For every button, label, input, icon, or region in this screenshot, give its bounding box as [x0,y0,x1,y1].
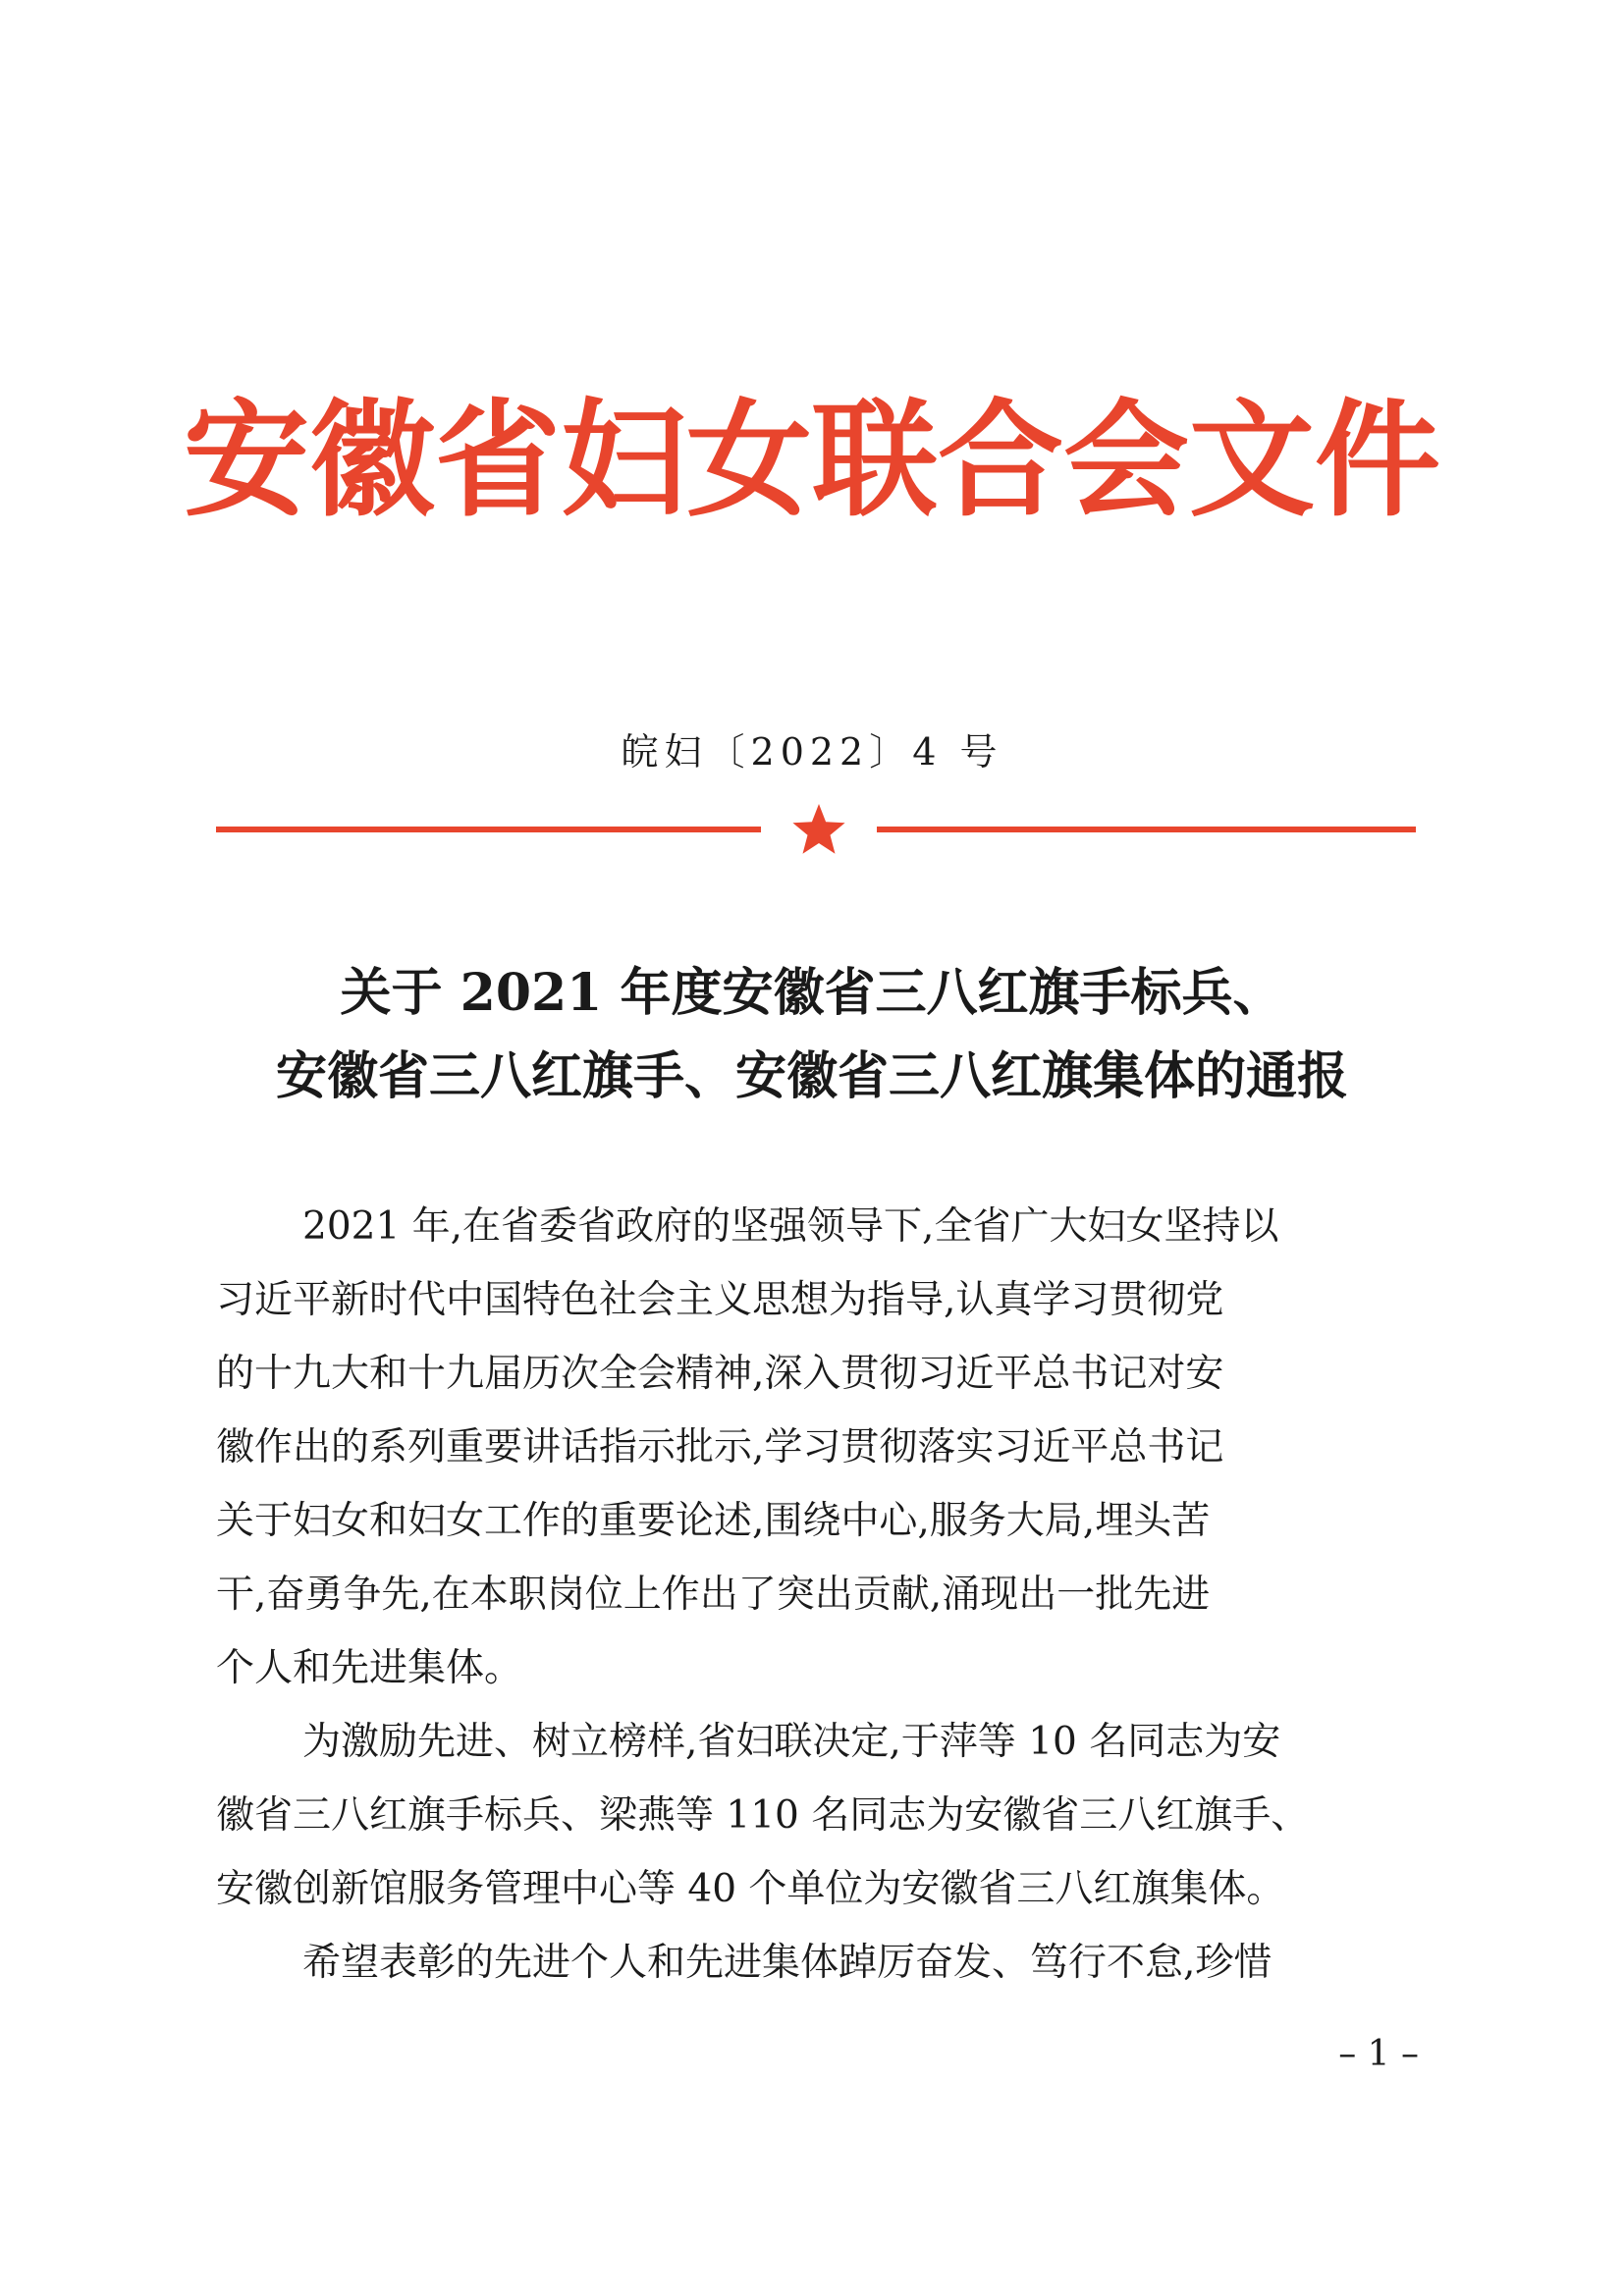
star-icon [787,800,850,863]
document-title-line-1: 关于 2021 年度安徽省三八红旗手标兵、 [340,963,1284,1023]
body-line: 习近平新时代中国特色社会主义思想为指导,认真学习贯彻党 [216,1278,1224,1322]
divider-rule-right [877,827,1416,832]
body-line: 徽作出的系列重要讲话指示批示,学习贯彻落实习近平总书记 [216,1425,1224,1469]
body-line: 为激励先进、树立榜样,省妇联决定,于萍等 10 名同志为安 [302,1720,1281,1764]
body-line: 徽省三八红旗手标兵、梁燕等 110 名同志为安徽省三八红旗手、 [216,1793,1310,1838]
body-line: 希望表彰的先进个人和先进集体踔厉奋发、笃行不怠,珍惜 [302,1941,1272,1985]
body-line: 2021 年,在省委省政府的坚强领导下,全省广大妇女坚持以 [302,1204,1279,1249]
body-line: 安徽创新馆服务管理中心等 40 个单位为安徽省三八红旗集体。 [216,1867,1285,1911]
body-line: 关于妇女和妇女工作的重要论述,围绕中心,服务大局,埋头苦 [216,1499,1211,1543]
document-number: 皖妇〔2022〕4 号 [621,730,1003,774]
body-line: 个人和先进集体。 [216,1646,523,1690]
masthead-title: 安徽省妇女联合会文件 [183,388,1440,534]
body-line: 的十九大和十九届历次全会精神,深入贯彻习近平总书记对安 [216,1352,1224,1396]
page-number: – 1 – [1338,2034,1419,2074]
body-line: 干,奋勇争先,在本职岗位上作出了突出贡献,涌现出一批先进 [216,1573,1211,1617]
red-divider [0,800,1624,859]
document-title-line-2: 安徽省三八红旗手、安徽省三八红旗集体的通报 [275,1046,1348,1106]
divider-rule-left [216,827,761,832]
